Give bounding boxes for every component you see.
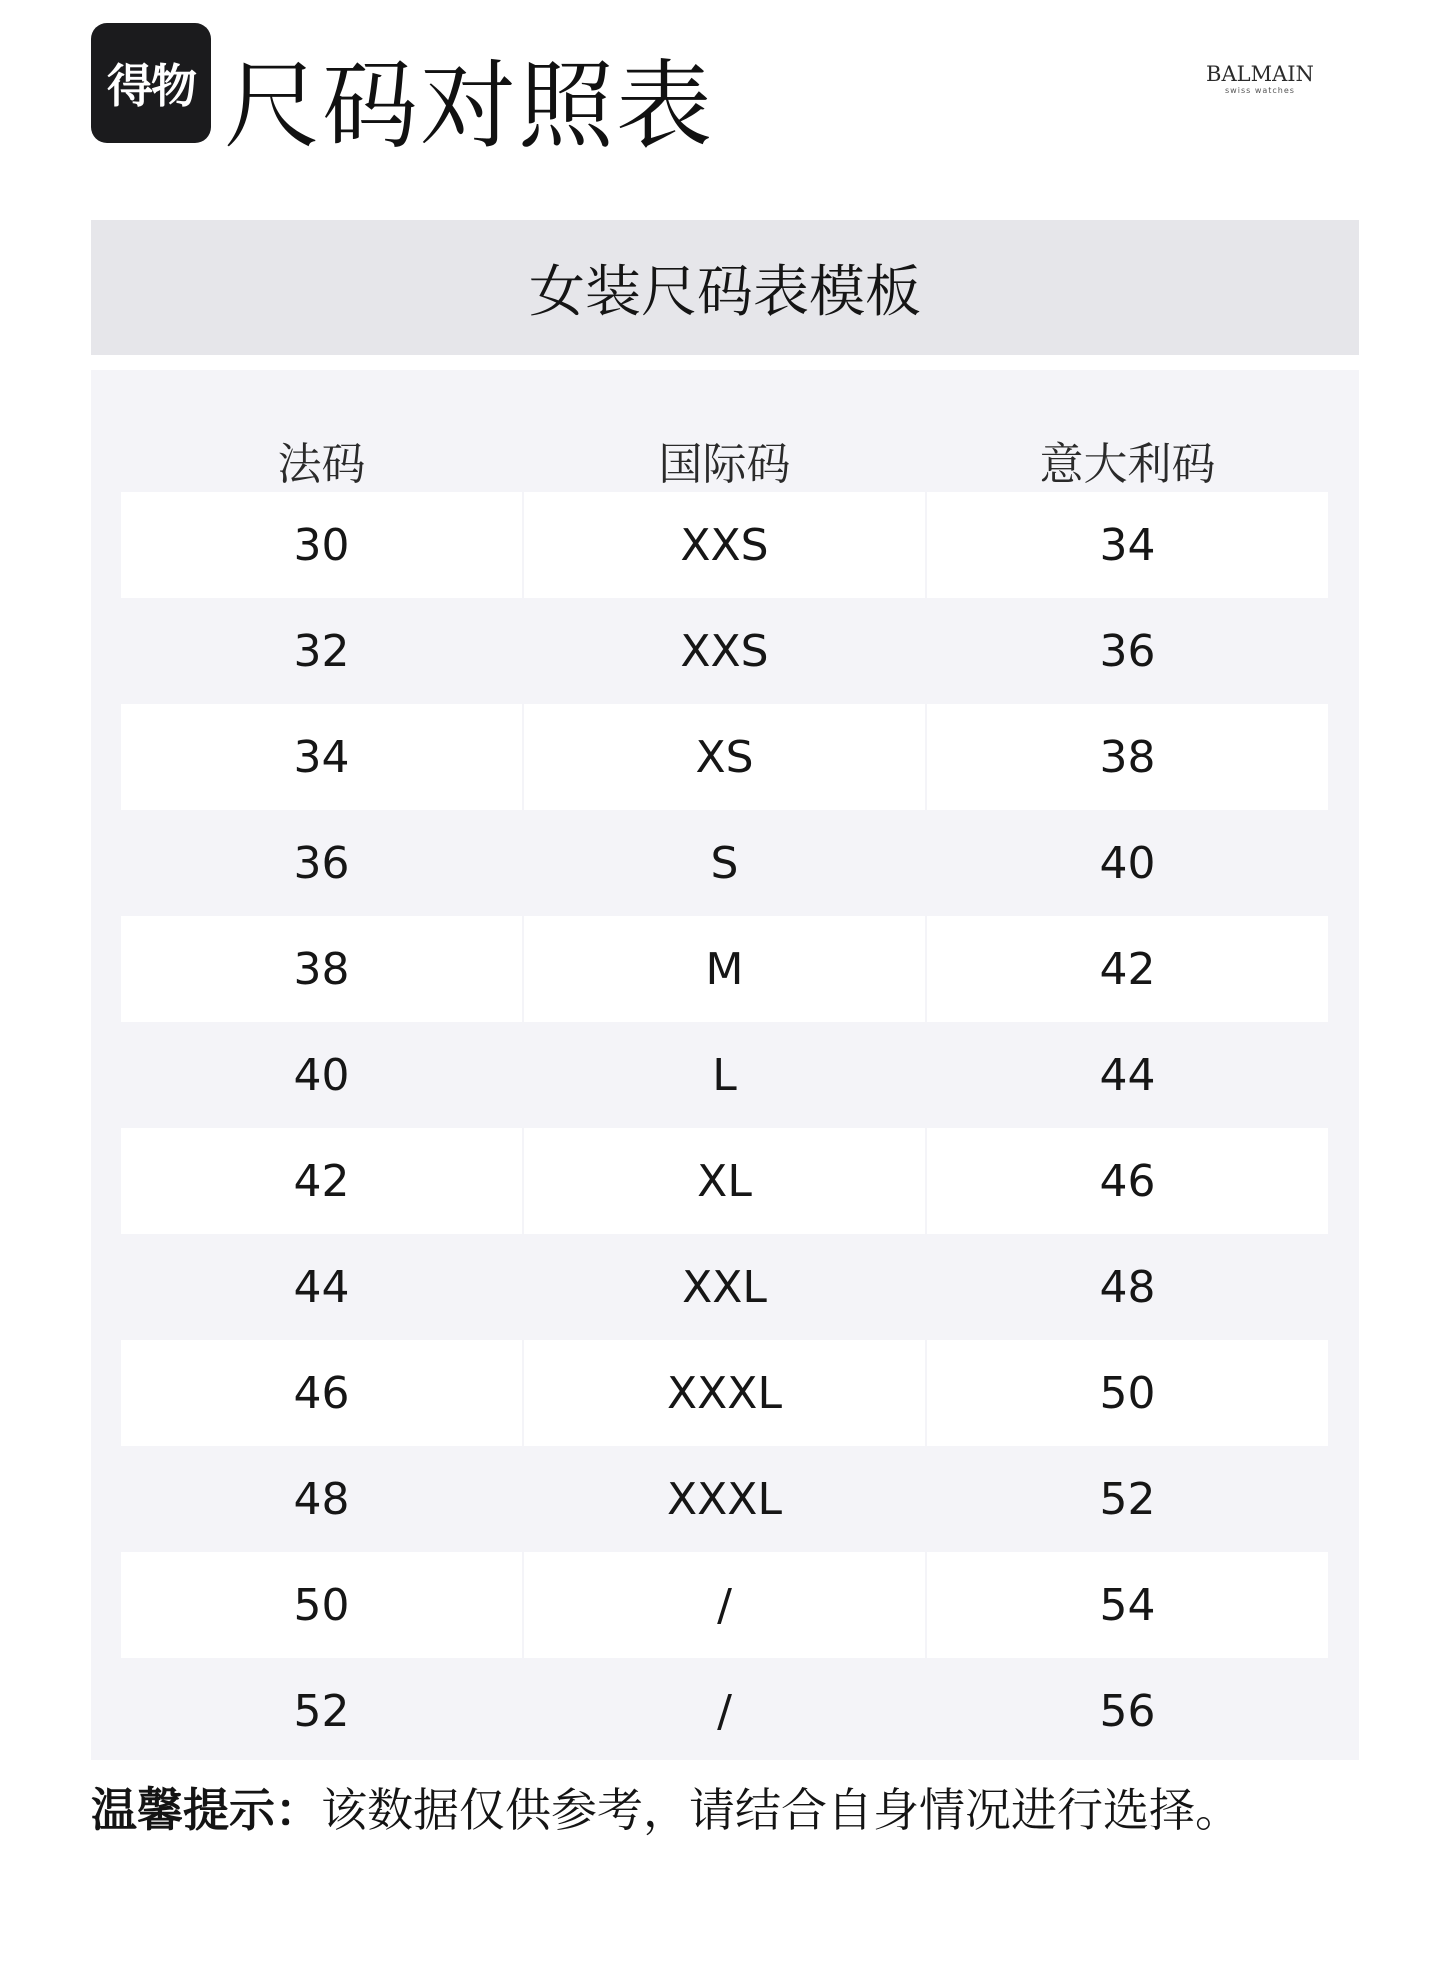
cell-french: 52 xyxy=(293,1685,350,1737)
cell-international: XS xyxy=(524,704,925,810)
cell-italian: 48 xyxy=(1099,1261,1156,1313)
table-row xyxy=(121,1658,1329,1764)
table-row xyxy=(121,1022,1329,1128)
cell-international: M xyxy=(524,916,925,1022)
cell-international: XXXL xyxy=(667,1473,782,1525)
cell-french: 50 xyxy=(121,1552,522,1658)
cell-italian: 52 xyxy=(1099,1473,1156,1525)
column-header-international: 国际码 xyxy=(658,439,791,490)
cell-italian: 40 xyxy=(1099,837,1156,889)
cell-italian: 34 xyxy=(927,492,1328,598)
cell-international: / xyxy=(524,1552,925,1658)
cell-international: / xyxy=(717,1685,732,1737)
cell-italian: 42 xyxy=(927,916,1328,1022)
column-header-french: 法码 xyxy=(277,439,366,490)
size-table xyxy=(91,370,1359,1760)
column-header-italian: 意大利码 xyxy=(1039,439,1216,490)
brand-subtitle: swiss watches xyxy=(1225,86,1295,95)
tip-note xyxy=(91,1775,1241,1845)
cell-french: 42 xyxy=(121,1128,522,1234)
cell-italian: 56 xyxy=(1099,1685,1156,1737)
cell-french: 46 xyxy=(121,1340,522,1446)
cell-french: 34 xyxy=(121,704,522,810)
cell-italian: 38 xyxy=(927,704,1328,810)
cell-international: XXS xyxy=(680,625,769,677)
cell-international: XXL xyxy=(682,1261,767,1313)
table-row xyxy=(121,492,1329,598)
table-row xyxy=(121,916,1329,1022)
cell-international: XXS xyxy=(524,492,925,598)
cell-french: 40 xyxy=(293,1049,350,1101)
cell-international: S xyxy=(710,837,739,889)
brand-name: BALMAIN xyxy=(1206,62,1314,86)
app-logo xyxy=(91,23,211,143)
table-title: 女装尺码表模板 xyxy=(529,259,921,325)
table-row xyxy=(121,810,1329,916)
cell-french: 48 xyxy=(293,1473,350,1525)
cell-french: 44 xyxy=(293,1261,350,1313)
tip-label: 温馨提示： xyxy=(91,1783,321,1837)
table-row xyxy=(121,704,1329,810)
cell-french: 36 xyxy=(293,837,350,889)
cell-italian: 44 xyxy=(1099,1049,1156,1101)
table-row xyxy=(121,1234,1329,1340)
cell-french: 38 xyxy=(121,916,522,1022)
table-title-bar xyxy=(91,220,1359,355)
table-row xyxy=(121,598,1329,704)
tip-text: 该数据仅供参考，请结合自身情况进行选择。 xyxy=(321,1783,1241,1837)
logo-text: 得物 xyxy=(107,59,195,113)
cell-italian: 50 xyxy=(927,1340,1328,1446)
table-row xyxy=(121,1446,1329,1552)
cell-italian: 36 xyxy=(1099,625,1156,677)
cell-italian: 46 xyxy=(927,1128,1328,1234)
cell-french: 30 xyxy=(121,492,522,598)
table-row xyxy=(121,1128,1329,1234)
cell-international: XL xyxy=(524,1128,925,1234)
brand-logo xyxy=(1180,62,1340,96)
cell-international: L xyxy=(712,1049,737,1101)
cell-italian: 54 xyxy=(927,1552,1328,1658)
cell-french: 32 xyxy=(293,625,350,677)
table-row xyxy=(121,1552,1329,1658)
cell-international: XXXL xyxy=(524,1340,925,1446)
table-row xyxy=(121,1340,1329,1446)
page-title: 尺码对照表 xyxy=(224,50,714,162)
